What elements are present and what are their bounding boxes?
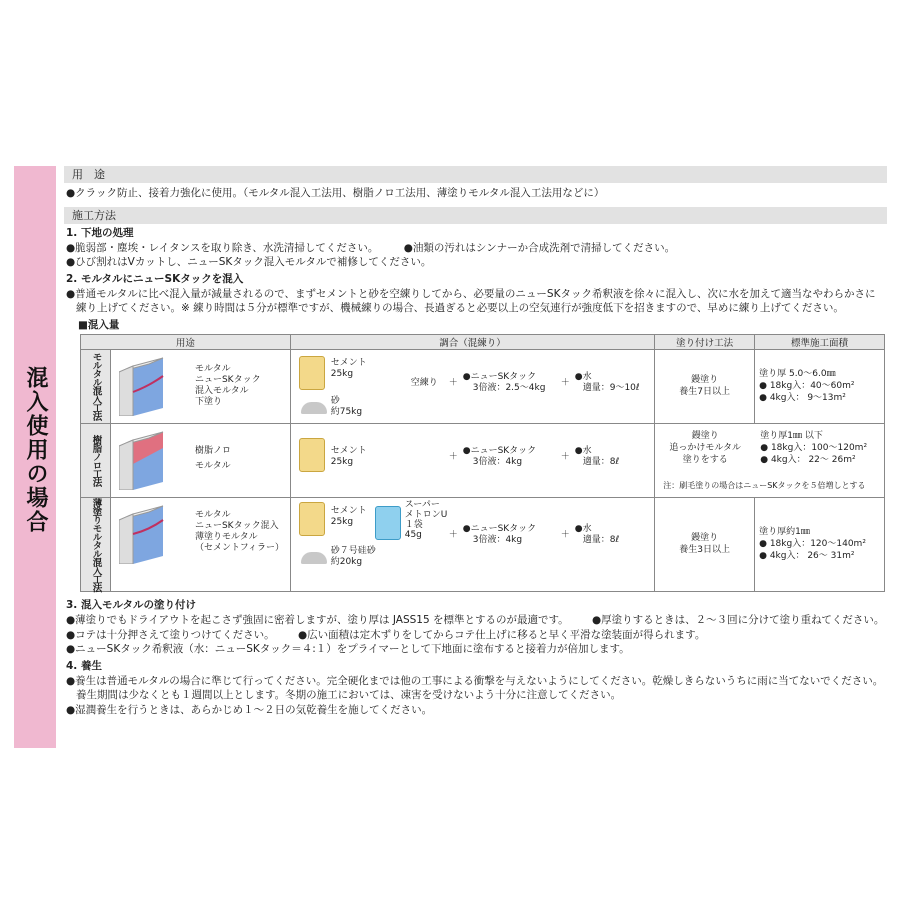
col-area: 標準施工面積 [755, 334, 885, 349]
table-title: ■混入量 [78, 318, 120, 331]
super-label: スーパー メトロンU １袋 45g [404, 499, 448, 540]
row-head: モルタル混入工法 [81, 349, 111, 423]
s1-title: 1. 下地の処理 [66, 226, 134, 239]
sand-pile-icon [301, 552, 327, 564]
water-label: ●水 [574, 523, 592, 534]
s3-bullet-2a: ●コテは十分押さえて塗りつけてください。 [66, 628, 275, 641]
s3-bullet-1a: ●薄塗りでもドライアウトを起こさず強固に密着しますが、塗り厚は JASS15 を標準とするのが最適です。 [66, 614, 569, 626]
side-title: 混入使用の場合 [23, 366, 48, 534]
usage-text: ●クラック防止、接着力強化に使用。（モルタル混入工法用、樹脂ノロ工法用、薄塗りモルタル混入工法用などに） [66, 187, 605, 199]
dry-mix-label: 空練り [410, 377, 438, 388]
s3-bullet-2b: ●広い面積は定木ずりをしてからコテ仕上げに移ると早く平滑な塗装面が得られます。 [298, 628, 706, 641]
plus-sign: ＋ [560, 529, 570, 540]
s1-bullet-1a: ●脆弱部・塵埃・レイタンスを取り除き、水洗清掃してください。 [66, 241, 379, 254]
s2-bullet-1-cont: 練り上げてください。※ 練り時間は５分が標準ですが、機械練りの場合、長過ぎると必要以上の空気連行が強度低下を招きますので、早めに練り上げてください。 [76, 302, 844, 314]
s4-bullet-1: ●養生は普通モルタルの場合に準じて行ってください。完全硬化までは他の工事による衝撃を与えないようにしてください。乾燥しきらないうちに雨に当てないでください。 [66, 674, 884, 687]
s1-bullet-2: ●ひび割れはVカットし、ニューSKタック混入モルタルで補修してください。 [66, 256, 432, 268]
sk-label: ●ニューSKタック [462, 523, 537, 534]
sk-ratio: 3倍液：4kg [472, 456, 523, 467]
water-amt: 適量：8ℓ [582, 534, 620, 545]
cement-bag-icon [299, 438, 325, 472]
sk-label: ●ニューSKタック [462, 445, 537, 456]
cement-label: セメント [330, 445, 367, 456]
layer-diagram-icon [119, 504, 191, 564]
usage-header: 用 途 [64, 166, 887, 183]
plus-sign: ＋ [560, 377, 570, 388]
sand-pile-icon [301, 402, 327, 414]
s3-bullet-2 [66, 628, 887, 643]
area-cell: 塗り厚 5.0～6.0㎜ ● 18kg入：40～60m² ● 4kg入： 9～13m² [755, 349, 885, 423]
s2-bullet-1: ●普通モルタルに比べ混入量が減量されるので、まずセメントと砂を空練りしてから、必要量のニューSKタック希釈液を徐々に混入し、次に水を加えて適当なやわらかさに [66, 287, 876, 300]
layer-labels: 樹脂ノロ モルタル [194, 445, 231, 471]
col-mix: 調合（混練り） [290, 334, 655, 349]
s3-bullet-3: ●ニューSKタック希釈液（水：ニューSKタック＝４:１）をプライマーとして下地面に塗布すると接着力が倍加します。 [66, 643, 630, 655]
col-apply: 塗り付け工法 [655, 334, 755, 349]
s1-bullet-1b: ●油類の汚れはシンナーか合成洗剤で清掃してください。 [403, 241, 676, 254]
cement-bag-icon [299, 502, 325, 536]
apply-cell: 鏝塗り 養生7日以上 [655, 349, 755, 423]
apply-area-cell [655, 423, 885, 497]
layer-diagram-cell [110, 349, 290, 423]
cement-label: セメント [330, 357, 367, 368]
apply-cell: 鏝塗り 養生3日以上 [655, 497, 755, 592]
cement-kg: 25kg [330, 368, 354, 379]
sand-kg: 約20kg [330, 556, 363, 567]
mix-cell [290, 497, 655, 592]
layer-diagram-icon [119, 356, 191, 416]
cement-label: セメント [330, 505, 367, 516]
plus-sign: ＋ [448, 529, 458, 540]
sand-kg: 約75kg [330, 406, 363, 417]
row-head: 薄塗りモルタル混入工法 [81, 497, 111, 592]
sk-ratio: 3倍液：2.5～4kg [472, 382, 546, 393]
main-content [64, 166, 887, 717]
sand-label: 砂 [330, 395, 340, 406]
s4-title: 4. 養生 [66, 659, 102, 672]
mix-cell [290, 423, 655, 497]
water-label: ●水 [574, 371, 592, 382]
plus-sign: ＋ [448, 451, 458, 462]
mix-cell [290, 349, 655, 423]
layer-labels: モルタル ニューSKタック混入 薄塗りモルタル （セメントフィラー） [194, 509, 284, 553]
super-bag-icon [375, 506, 401, 540]
sk-ratio: 3倍液：4kg [472, 534, 523, 545]
plus-sign: ＋ [448, 377, 458, 388]
water-amt: 適量：8ℓ [582, 456, 620, 467]
cement-kg: 25kg [330, 516, 354, 527]
layer-diagram-cell [110, 423, 290, 497]
area-text: 塗り厚1㎜ 以下 ● 18kg入：100～120m² ● 4kg入： 22～ 26m² [760, 430, 868, 465]
s4-bullet-1-cont: 養生期間は少なくとも１週間以上とします。冬期の施工においては、凍害を受けないよう十分に注意してください。 [76, 689, 622, 701]
layer-diagram-icon [119, 430, 191, 490]
table-row [81, 497, 885, 592]
s2-title: 2. モルタルにニューSKタックを混入 [66, 272, 244, 285]
s1-bullet-1 [66, 241, 887, 256]
cement-kg: 25kg [330, 456, 354, 467]
area-cell: 塗り厚約1㎜ ● 18kg入：120～140m² ● 4kg入： 26～ 31m² [755, 497, 885, 592]
layer-labels: モルタル ニューSKタック 混入モルタル 下塗り [194, 363, 261, 407]
apply-text: 鏝塗り 追っかけモルタル 塗りをする [669, 430, 742, 465]
cement-bag-icon [299, 356, 325, 390]
note-text: 注：刷毛塗りの場合はニューSKタックを５倍増しとする [663, 480, 866, 490]
sidebar-tab [14, 166, 56, 748]
s3-bullet-1 [66, 613, 887, 628]
layer-diagram-cell [110, 497, 290, 592]
table-header-row [81, 334, 885, 349]
water-label: ●水 [574, 445, 592, 456]
col-usage: 用途 [81, 334, 291, 349]
water-amt: 適量：9～10ℓ [582, 382, 640, 393]
s3-bullet-1b: ●厚塗りするときは、２～３回に分けて塗り重ねてください。 [592, 614, 885, 626]
row-head: 樹脂ノロ工法 [81, 423, 111, 497]
method-header: 施工方法 [64, 207, 887, 224]
s4-bullet-2: ●湿潤養生を行うときは、あらかじめ１～２日の気乾養生を施してください。 [66, 703, 433, 716]
plus-sign: ＋ [560, 451, 570, 462]
sand-label: 砂７号硅砂 [330, 545, 376, 556]
table-row [81, 423, 885, 497]
sk-label: ●ニューSKタック [462, 371, 537, 382]
s3-title: 3. 混入モルタルの塗り付け [66, 599, 197, 611]
mix-table [80, 334, 885, 593]
table-row [81, 349, 885, 423]
